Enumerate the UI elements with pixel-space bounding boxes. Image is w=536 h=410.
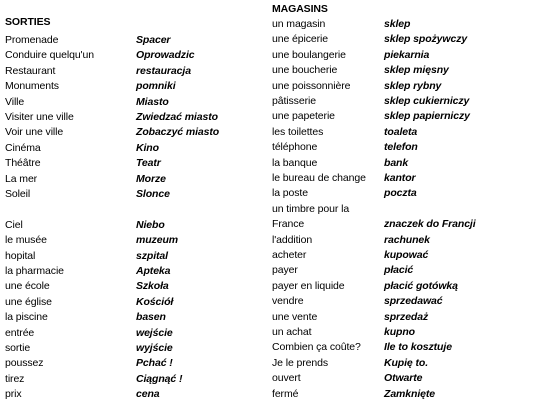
sorties-french-term: Conduire quelqu'un bbox=[5, 49, 94, 61]
magasins-polish-term: kupno bbox=[384, 326, 415, 338]
sorties-polish-term: Spacer bbox=[136, 34, 171, 46]
magasins-polish-term: sklep rybny bbox=[384, 80, 442, 92]
magasins-polish-term: poczta bbox=[384, 187, 417, 199]
magasins-french-term: une vente bbox=[272, 311, 318, 323]
sorties-polish-term: Ciągnąć ! bbox=[136, 373, 183, 385]
sorties-polish-term: Kościół bbox=[136, 296, 174, 308]
magasins-polish-term: sklep mięsny bbox=[384, 64, 449, 76]
magasins-french-term: téléphone bbox=[272, 141, 318, 153]
magasins-french-term: une boucherie bbox=[272, 64, 338, 76]
sorties-french-term: Ville bbox=[5, 96, 25, 108]
magasins-polish-term: kupować bbox=[384, 249, 429, 261]
sorties-french-term: entrée bbox=[5, 327, 35, 339]
sorties-polish-term: Kino bbox=[136, 142, 159, 154]
magasins-french-term: le bureau de change bbox=[272, 172, 366, 184]
magasins-header: MAGASINS bbox=[272, 3, 328, 15]
magasins-french-term: l'addition bbox=[272, 234, 313, 246]
sorties-french-term: sortie bbox=[5, 342, 31, 354]
sorties-polish-term: basen bbox=[136, 311, 166, 323]
magasins-polish-term: rachunek bbox=[384, 234, 430, 246]
sorties-polish-term: wejście bbox=[136, 327, 173, 339]
magasins-french-term: acheter bbox=[272, 249, 307, 261]
sorties-french-term: la piscine bbox=[5, 311, 48, 323]
sorties-polish-term: Miasto bbox=[136, 96, 169, 108]
sorties-french-term: prix bbox=[5, 388, 22, 400]
magasins-polish-term: kantor bbox=[384, 172, 416, 184]
magasins-french-term: fermé bbox=[272, 388, 299, 400]
sorties-polish-term: Zobaczyć miasto bbox=[136, 126, 220, 138]
sorties-french-term: Restaurant bbox=[5, 65, 56, 77]
sorties-french-term: le musée bbox=[5, 234, 47, 246]
magasins-polish-term: sprzedaż bbox=[384, 311, 429, 323]
sorties-polish-term: pomniki bbox=[136, 80, 176, 92]
magasins-french-term: Combien ça coûte? bbox=[272, 341, 361, 353]
magasins-polish-term: płacić gotówką bbox=[384, 280, 458, 292]
magasins-polish-term: sklep bbox=[384, 18, 411, 30]
magasins-french-term: une boulangerie bbox=[272, 49, 346, 61]
magasins-french-term: payer bbox=[272, 264, 298, 276]
sorties-polish-term: szpital bbox=[136, 250, 168, 262]
sorties-french-term: une école bbox=[5, 280, 50, 292]
sorties-french-term: Cinéma bbox=[5, 142, 41, 154]
magasins-french-term: ouvert bbox=[272, 372, 301, 384]
sorties-french-term: Théâtre bbox=[5, 157, 41, 169]
magasins-polish-term: bank bbox=[384, 157, 409, 169]
magasins-polish-term: telefon bbox=[384, 141, 418, 153]
sorties-polish-term: wyjście bbox=[136, 342, 173, 354]
sorties-polish-term: Teatr bbox=[136, 157, 161, 169]
sorties-french-term: Promenade bbox=[5, 34, 59, 46]
sorties-french-term: Visiter une ville bbox=[5, 111, 74, 123]
magasins-french-term: France bbox=[272, 218, 305, 230]
magasins-french-term: pâtisserie bbox=[272, 95, 316, 107]
magasins-polish-term: sklep cukierniczy bbox=[384, 95, 470, 107]
magasins-polish-term: Kupię to. bbox=[384, 357, 429, 369]
magasins-polish-term: sklep spożywczy bbox=[384, 33, 468, 45]
sorties-polish-term: cena bbox=[136, 388, 160, 400]
sorties-french-term: Voir une ville bbox=[5, 126, 64, 138]
magasins-polish-term: piekarnia bbox=[384, 49, 430, 61]
magasins-french-term: les toilettes bbox=[272, 126, 324, 138]
magasins-polish-term: znaczek do Francji bbox=[384, 218, 476, 230]
magasins-polish-term: sprzedawać bbox=[384, 295, 443, 307]
sorties-polish-term: Oprowadzic bbox=[136, 49, 195, 61]
magasins-french-term: payer en liquide bbox=[272, 280, 345, 292]
sorties-french-term: tirez bbox=[5, 373, 25, 385]
magasins-french-term: un achat bbox=[272, 326, 312, 338]
sorties-polish-term: Morze bbox=[136, 173, 166, 185]
sorties-french-term: une église bbox=[5, 296, 52, 308]
magasins-french-term: la poste bbox=[272, 187, 308, 199]
sorties-polish-term: Zwiedzać miasto bbox=[136, 111, 218, 123]
magasins-polish-term: sklep papierniczy bbox=[384, 110, 470, 122]
magasins-french-term: la banque bbox=[272, 157, 318, 169]
magasins-polish-term: płacić bbox=[384, 264, 414, 276]
magasins-french-term: une épicerie bbox=[272, 33, 329, 45]
sorties-polish-term: Slonce bbox=[136, 188, 170, 200]
magasins-french-term: une poissonnière bbox=[272, 80, 351, 92]
sorties-french-term: poussez bbox=[5, 357, 44, 369]
magasins-polish-term: Zamknięte bbox=[384, 388, 436, 400]
sorties-polish-term: Pchać ! bbox=[136, 357, 173, 369]
magasins-polish-term: Otwarte bbox=[384, 372, 423, 384]
sorties-french-term: hopital bbox=[5, 250, 36, 262]
sorties-polish-term: muzeum bbox=[136, 234, 178, 246]
sorties-header: SORTIES bbox=[5, 16, 51, 28]
sorties-polish-term: restauracja bbox=[136, 65, 191, 77]
magasins-polish-term: Ile to kosztuje bbox=[384, 341, 452, 353]
sorties-polish-term: Szkoła bbox=[136, 280, 169, 292]
sorties-french-term: Monuments bbox=[5, 80, 59, 92]
sorties-french-term: Soleil bbox=[5, 188, 31, 200]
magasins-polish-term: toaleta bbox=[384, 126, 418, 138]
magasins-french-term: vendre bbox=[272, 295, 304, 307]
sorties-polish-term: Niebo bbox=[136, 219, 165, 231]
magasins-french-term: une papeterie bbox=[272, 110, 335, 122]
magasins-french-term: un timbre pour la bbox=[272, 203, 350, 215]
sorties-polish-term: Apteka bbox=[136, 265, 171, 277]
sorties-french-term: Ciel bbox=[5, 219, 23, 231]
magasins-french-term: Je le prends bbox=[272, 357, 329, 369]
sorties-french-term: la pharmacie bbox=[5, 265, 64, 277]
sorties-french-term: La mer bbox=[5, 173, 38, 185]
magasins-french-term: un magasin bbox=[272, 18, 326, 30]
